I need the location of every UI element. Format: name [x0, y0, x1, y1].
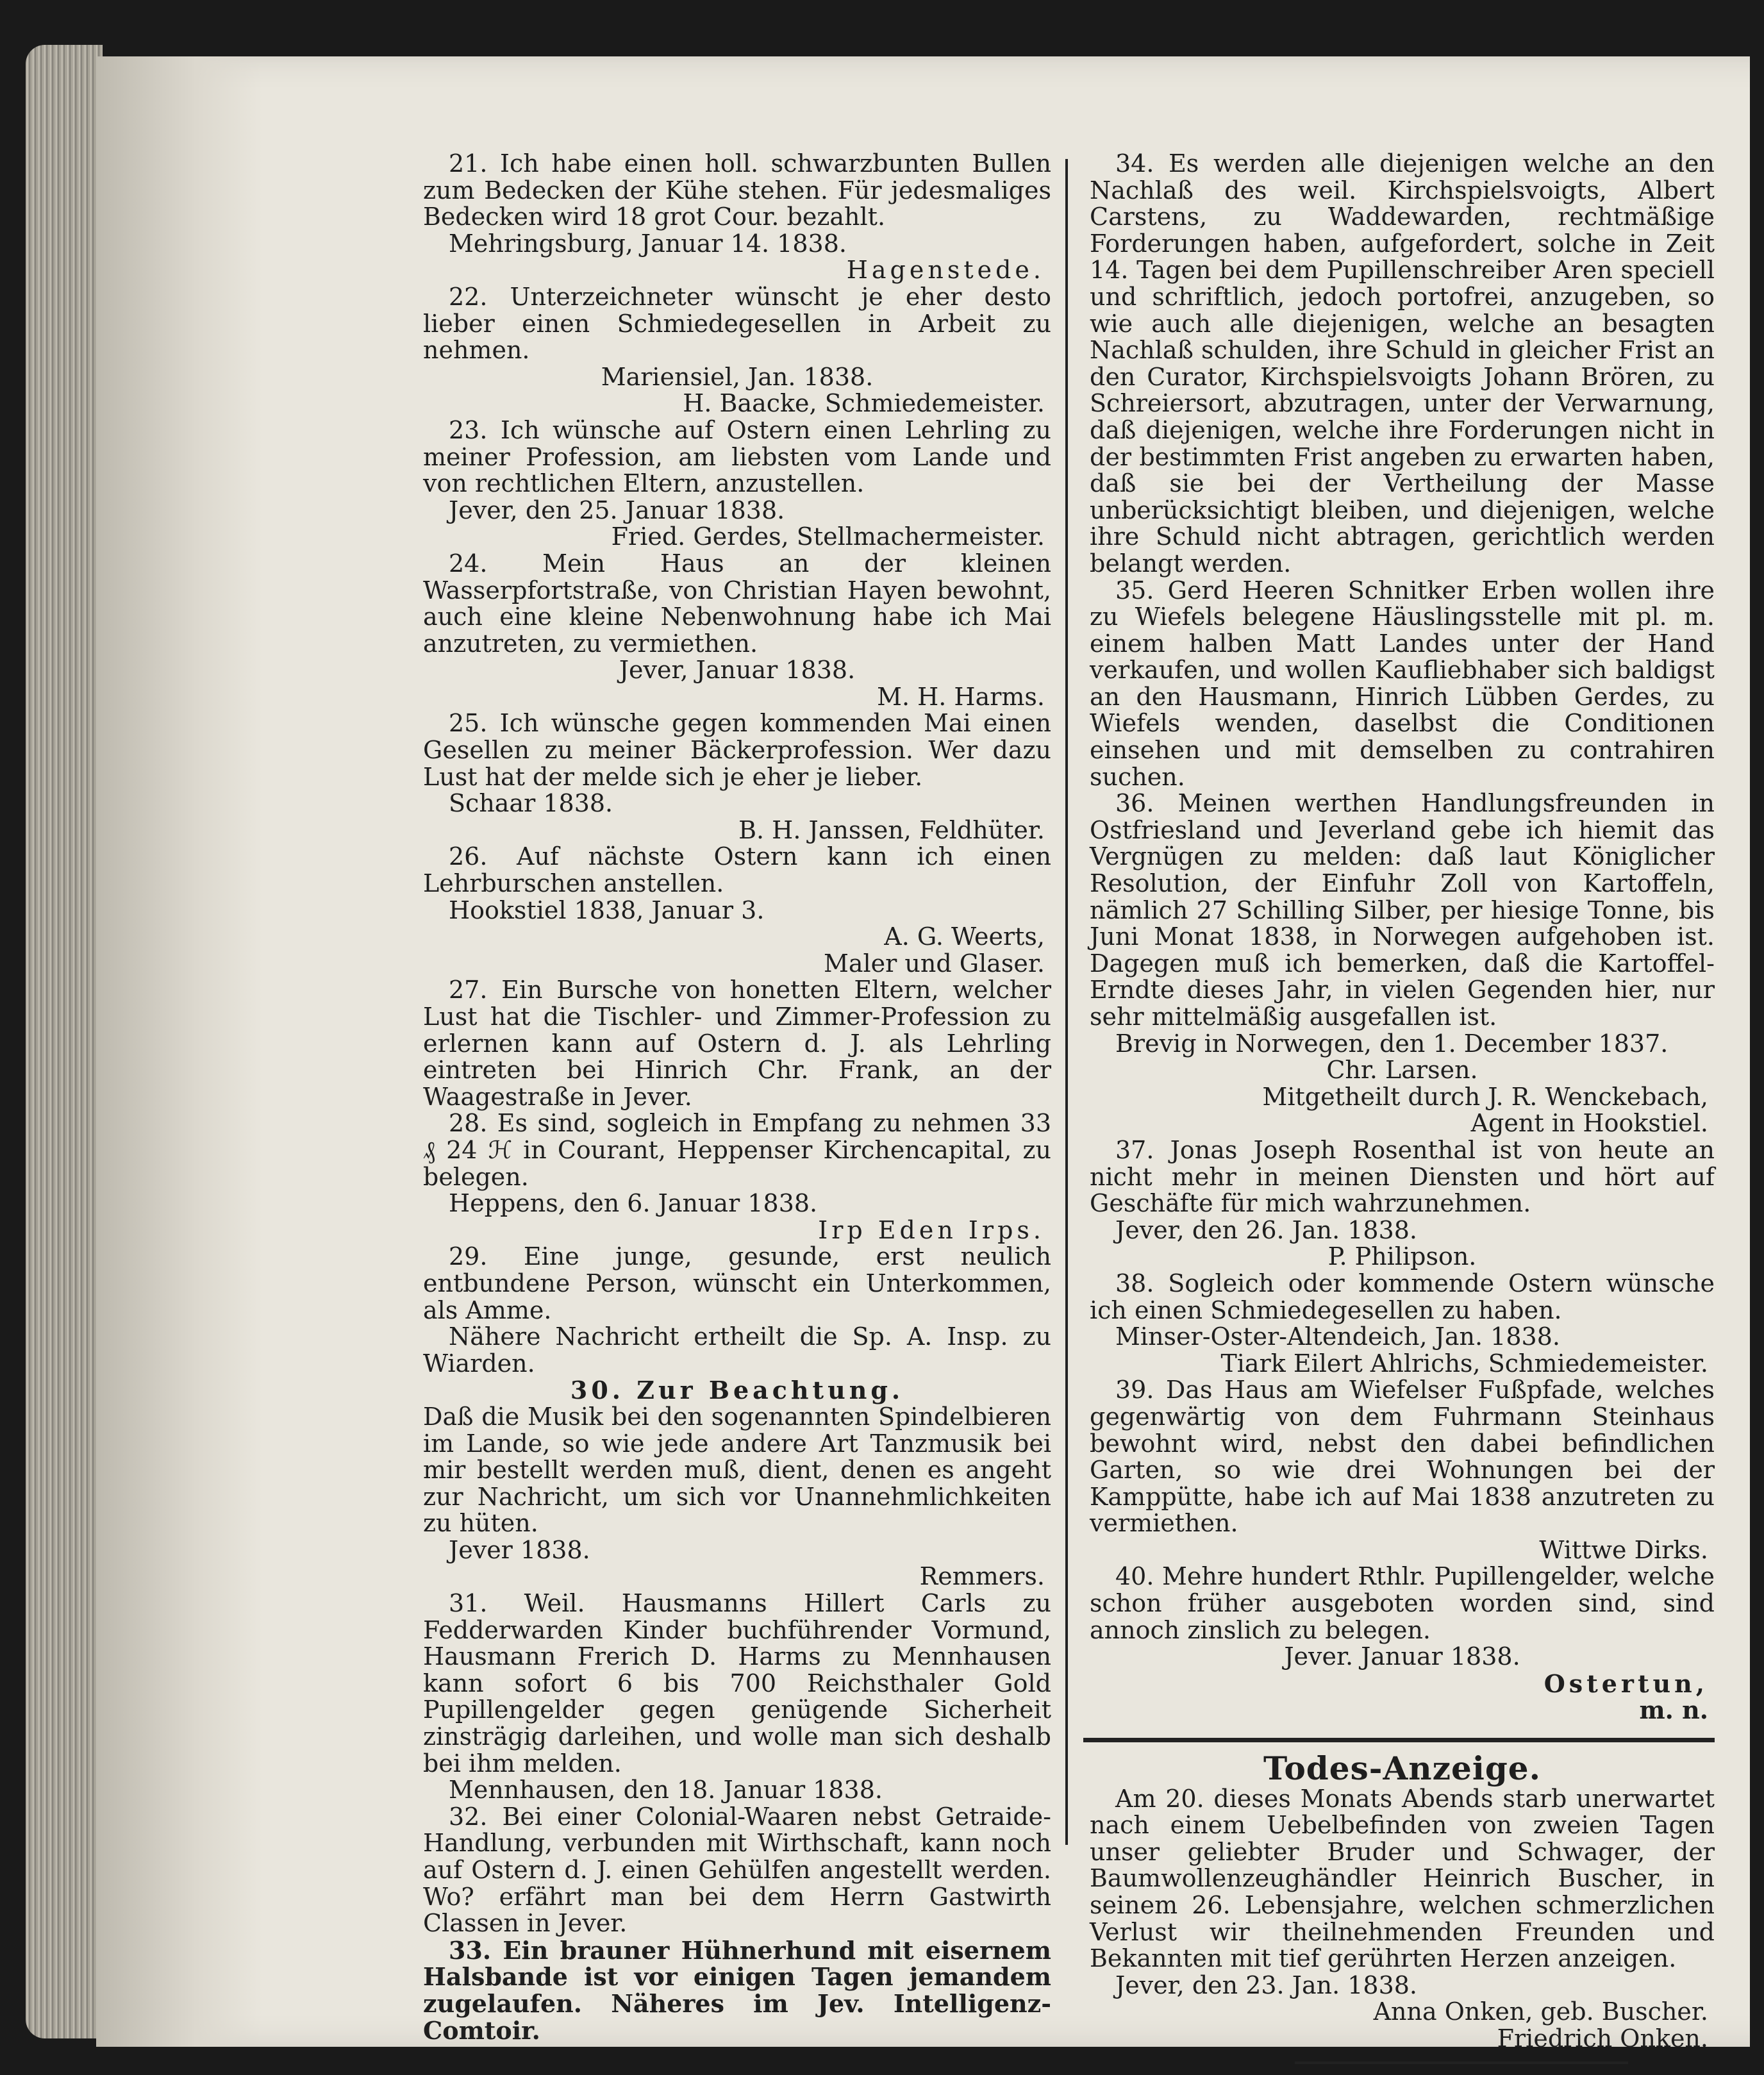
ad-32 — [423, 1804, 1051, 1937]
ad-heading: 30. Zur Beachtung. — [570, 1376, 904, 1405]
ad-27 — [423, 977, 1051, 1110]
death-notice-signer-2: Friedrich Onken. — [1497, 2024, 1708, 2053]
ad-place: Mariensiel, Jan. 1838. — [601, 362, 874, 391]
book-edge — [26, 45, 103, 2038]
death-notice-text: Am 20. dieses Monats Abends starb unerwartet nach einem Uebelbefinden von zweien Tagen unser geliebter Bruder und Schwager, der Baumwollenzeughändler Heinrich Buscher, in seinem 26. Lebensjahre, welchen schmerzlichen Verlust wir theilnehmenden Freunden und Bekannten mit tief gerührten Herzen anzeigen. — [1090, 1784, 1715, 1973]
column-divider — [1065, 159, 1068, 1845]
right-column — [1090, 151, 1715, 2064]
ad-text: 34. Es werden alle diejenigen welche an den Nachlaß des weil. Kirchspielsvoigts, Albert Carstens, zu Waddewarden, rechtmäßige Forderungen haben, aufgefordert, solche in Zeit 14. Tagen bei dem Pupillenschreiber Aren speciell und schriftlich, jedoch portofrei, anzugeben, so wie auch alle diejenigen, welche an besagten Nachlaß schulden, ihre Schuld in gleicher Frist an den Curator, Kirchspielsvoigts Johann Brören, zu Schreiersort, abzutragen, unter der Verwarnung, daß diejenigen, welche ihre Forderungen nicht in der bestimmten Frist angeben zu erwarten haben, daß sie bei der Vertheilung der Masse unberücksichtigt bleiben, und diejenigen, welche ihre Schuld nicht abtragen, gerichtlich werden belangt werden. — [1090, 149, 1715, 578]
ad-text: 28. Es sind, sogleich in Empfang zu nehmen 33 ₰ 24 ℋ in Courant, Heppenser Kirchencapital, zu belegen. — [423, 1109, 1051, 1191]
ad-place: Mehringsburg, Januar 14. 1838. — [449, 229, 847, 258]
ad-33 — [423, 1937, 1051, 2044]
ad-signer: Hagenstede. — [846, 256, 1045, 285]
ad-text: 22. Unterzeichneter wünscht je eher desto lieber einen Schmiedegesellen in Arbeit zu nehmen. — [423, 282, 1051, 365]
ad-signer: A. G. Weerts, — [884, 922, 1045, 951]
ad-text: 26. Auf nächste Ostern kann ich einen Lehrburschen anstellen. — [423, 842, 1051, 898]
ad-34 — [1090, 151, 1715, 578]
ad-forwarder: Mitgetheilt durch J. R. Wenckebach, — [1262, 1082, 1708, 1111]
ad-text: 33. Ein brauner Hühnerhund mit eisernem Halsbande ist vor einigen Tagen jemandem zugelaufen. Näheres im Jev. Intelligenz-Comtoir. — [423, 1935, 1051, 2045]
ad-24 — [423, 551, 1051, 711]
left-column — [423, 151, 1051, 2044]
ad-36 — [1090, 790, 1715, 1137]
ad-signer-title: Maler und Glaser. — [823, 949, 1045, 978]
ad-place: Hookstiel 1838, Januar 3. — [449, 896, 765, 924]
ad-text: 39. Das Haus am Wiefelser Fußpfade, welches gegenwärtig von dem Fuhrmann Steinhaus bewohnt wird, nebst den dabei befindlichen Garten, so wie drei Wohnungen bei der Kamppütte, habe ich auf Mai 1838 anzutreten zu vermiethen. — [1090, 1376, 1715, 1538]
ad-place: Brevig in Norwegen, den 1. December 1837. — [1115, 1029, 1668, 1058]
ad-text: 40. Mehre hundert Rthlr. Pupillengelder, welche schon früher ausgeboten worden sind, sind annoch zinslich zu belegen. — [1090, 1562, 1715, 1644]
ad-signer: B. H. Janssen, Feldhüter. — [738, 815, 1045, 844]
ad-signer: M. H. Harms. — [877, 682, 1045, 711]
ad-place: Jever, den 25. Januar 1838. — [449, 496, 785, 524]
ad-place: Minser-Oster-Altendeich, Jan. 1838. — [1115, 1322, 1560, 1351]
ad-text-2: Nähere Nachricht ertheilt die Sp. A. Insp. zu Wiarden. — [423, 1322, 1051, 1378]
ad-28 — [423, 1110, 1051, 1244]
ad-place: Heppens, den 6. Januar 1838. — [449, 1189, 818, 1218]
ad-place: Schaar 1838. — [449, 789, 613, 818]
section-rule — [1083, 1738, 1715, 1742]
ad-text: 23. Ich wünsche auf Ostern einen Lehrling zu meiner Profession, am liebsten vom Lande und von rechtlichen Eltern, anzustellen. — [423, 415, 1051, 498]
ad-text: 35. Gerd Heeren Schnitker Erben wollen ihre zu Wiefels belegene Häuslingsstelle mit pl. m. einem halben Matt Landes unter der Hand verkaufen, und wollen Kaufliebhaber sich baldigst an den Hausmann, Hinrich Lübben Gerdes, zu Wiefels wenden, daselbst die Conditionen einsehen und mit demselben zu contrahiren suchen. — [1090, 576, 1715, 791]
ad-signer-note: m. n. — [1639, 1696, 1708, 1725]
ad-place: Jever, Januar 1838. — [619, 656, 856, 685]
ad-place: Jever. Januar 1838. — [1284, 1642, 1520, 1671]
ad-place: Mennhausen, den 18. Januar 1838. — [449, 1776, 883, 1804]
page-gutter-shadow — [96, 56, 263, 2047]
ad-text: 21. Ich habe einen holl. schwarzbunten Bullen zum Bedecken der Kühe stehen. Für jedesmaliges Bedecken wird 18 grot Cour. bezahlt. — [423, 149, 1051, 231]
ad-text: 31. Weil. Hausmanns Hillert Carls zu Fedderwarden Kinder buchführender Vormund, Hausmann Frerich D. Harms zu Mennhausen kann sofort 6 bis 700 Reichsthaler Gold Pupillengelder gegen genügende Sicherheit zinsträgig darleihen, und wolle man sich deshalb bei ihm melden. — [423, 1589, 1051, 1778]
ad-place: Jever 1838. — [449, 1535, 590, 1564]
ad-text: 27. Ein Bursche von honetten Eltern, welcher Lust hat die Tischler- und Zimmer-Profession zu erlernen kann auf Ostern d. J. als Lehrling eintreten bei Hinrich Chr. Frank, an der Waagestraße in Jever. — [423, 976, 1051, 1111]
ad-35 — [1090, 578, 1715, 791]
ad-23 — [423, 417, 1051, 551]
ad-39 — [1090, 1377, 1715, 1563]
ad-signer: Remmers. — [919, 1562, 1045, 1591]
ad-29 — [423, 1244, 1051, 1377]
ad-signer: Fried. Gerdes, Stellmachermeister. — [611, 522, 1045, 551]
ad-text: 38. Sogleich oder kommende Ostern wünsche ich einen Schmiedegesellen zu haben. — [1090, 1269, 1715, 1324]
ad-signer: Tiark Eilert Ahlrichs, Schmiedemeister. — [1220, 1349, 1708, 1378]
ad-signer: H. Baacke, Schmiedemeister. — [683, 389, 1045, 418]
death-notice-heading: Todes-Anzeige. — [1263, 1749, 1542, 1788]
ad-forwarder-title: Agent in Hookstiel. — [1470, 1109, 1708, 1138]
ad-place: Jever, den 26. Jan. 1838. — [1115, 1215, 1418, 1244]
ad-text: 36. Meinen werthen Handlungsfreunden in Ostfriesland und Jeverland gebe ich hiemit das Vergnügen zu melden: daß laut Königlicher Resolution, der Einfuhr Zoll von Kartoffeln, nämlich 27 Schilling Silber, per hiesige Tonne, bis Juni Monat 1838, in Norwegen aufgehoben ist. Dagegen muß ich bemerken, daß die Kartoffel-Erndte dieses Jahr, in vielen Gegenden hier, nur sehr mittelmäßig ausgefallen ist. — [1090, 789, 1715, 1031]
ad-31 — [423, 1590, 1051, 1804]
death-notice-signer: Anna Onken, geb. Buscher. — [1373, 1997, 1708, 2026]
ad-37 — [1090, 1137, 1715, 1271]
ad-26 — [423, 844, 1051, 977]
death-notice — [1090, 1749, 1715, 2064]
death-notice-place: Jever, den 23. Jan. 1838. — [1115, 1971, 1418, 1999]
ad-signer: Irp Eden Irps. — [818, 1215, 1045, 1244]
end-rule — [1295, 2062, 1628, 2064]
ad-text: 29. Eine junge, gesunde, erst neulich entbundene Person, wünscht ein Unterkommen, als Amme. — [423, 1242, 1051, 1324]
ad-text: 25. Ich wünsche gegen kommenden Mai einen Gesellen zu meiner Bäckerprofession. Wer dazu Lust hat der melde sich je eher je lieber. — [423, 709, 1051, 791]
ad-30 — [423, 1377, 1051, 1590]
ad-signer: Ostertun, — [1544, 1669, 1708, 1698]
ad-signer: Chr. Larsen. — [1326, 1056, 1478, 1085]
ad-text: Daß die Musik bei den sogenannten Spindelbieren im Lande, so wie jede andere Art Tanzmusik bei mir bestellt werden muß, dient, denen es angeht zur Nachricht, um sich vor Unannehmlichkeiten zu hüten. — [423, 1402, 1051, 1538]
ad-22 — [423, 284, 1051, 417]
ad-25 — [423, 710, 1051, 844]
ad-text: 24. Mein Haus an der kleinen Wasserpfortstraße, von Christian Hayen bewohnt, auch eine kleine Nebenwohnung habe ich Mai anzutreten, zu vermiethen. — [423, 549, 1051, 658]
ad-38 — [1090, 1271, 1715, 1377]
ad-40 — [1090, 1563, 1715, 1724]
ad-text: 37. Jonas Joseph Rosenthal ist von heute an nicht mehr in meinen Diensten und hört auf Geschäfte für mich wahrzunehmen. — [1090, 1135, 1715, 1218]
ad-text: 32. Bei einer Colonial-Waaren nebst Getraide-Handlung, verbunden mit Wirthschaft, kann noch auf Ostern d. J. einen Gehülfen angestellt werden. Wo? erfährt man bei dem Herrn Gastwirth Classen in Jever. — [423, 1802, 1051, 1938]
ad-signer: Wittwe Dirks. — [1539, 1535, 1708, 1564]
ad-21 — [423, 151, 1051, 284]
ad-signer: P. Philipson. — [1327, 1242, 1477, 1271]
